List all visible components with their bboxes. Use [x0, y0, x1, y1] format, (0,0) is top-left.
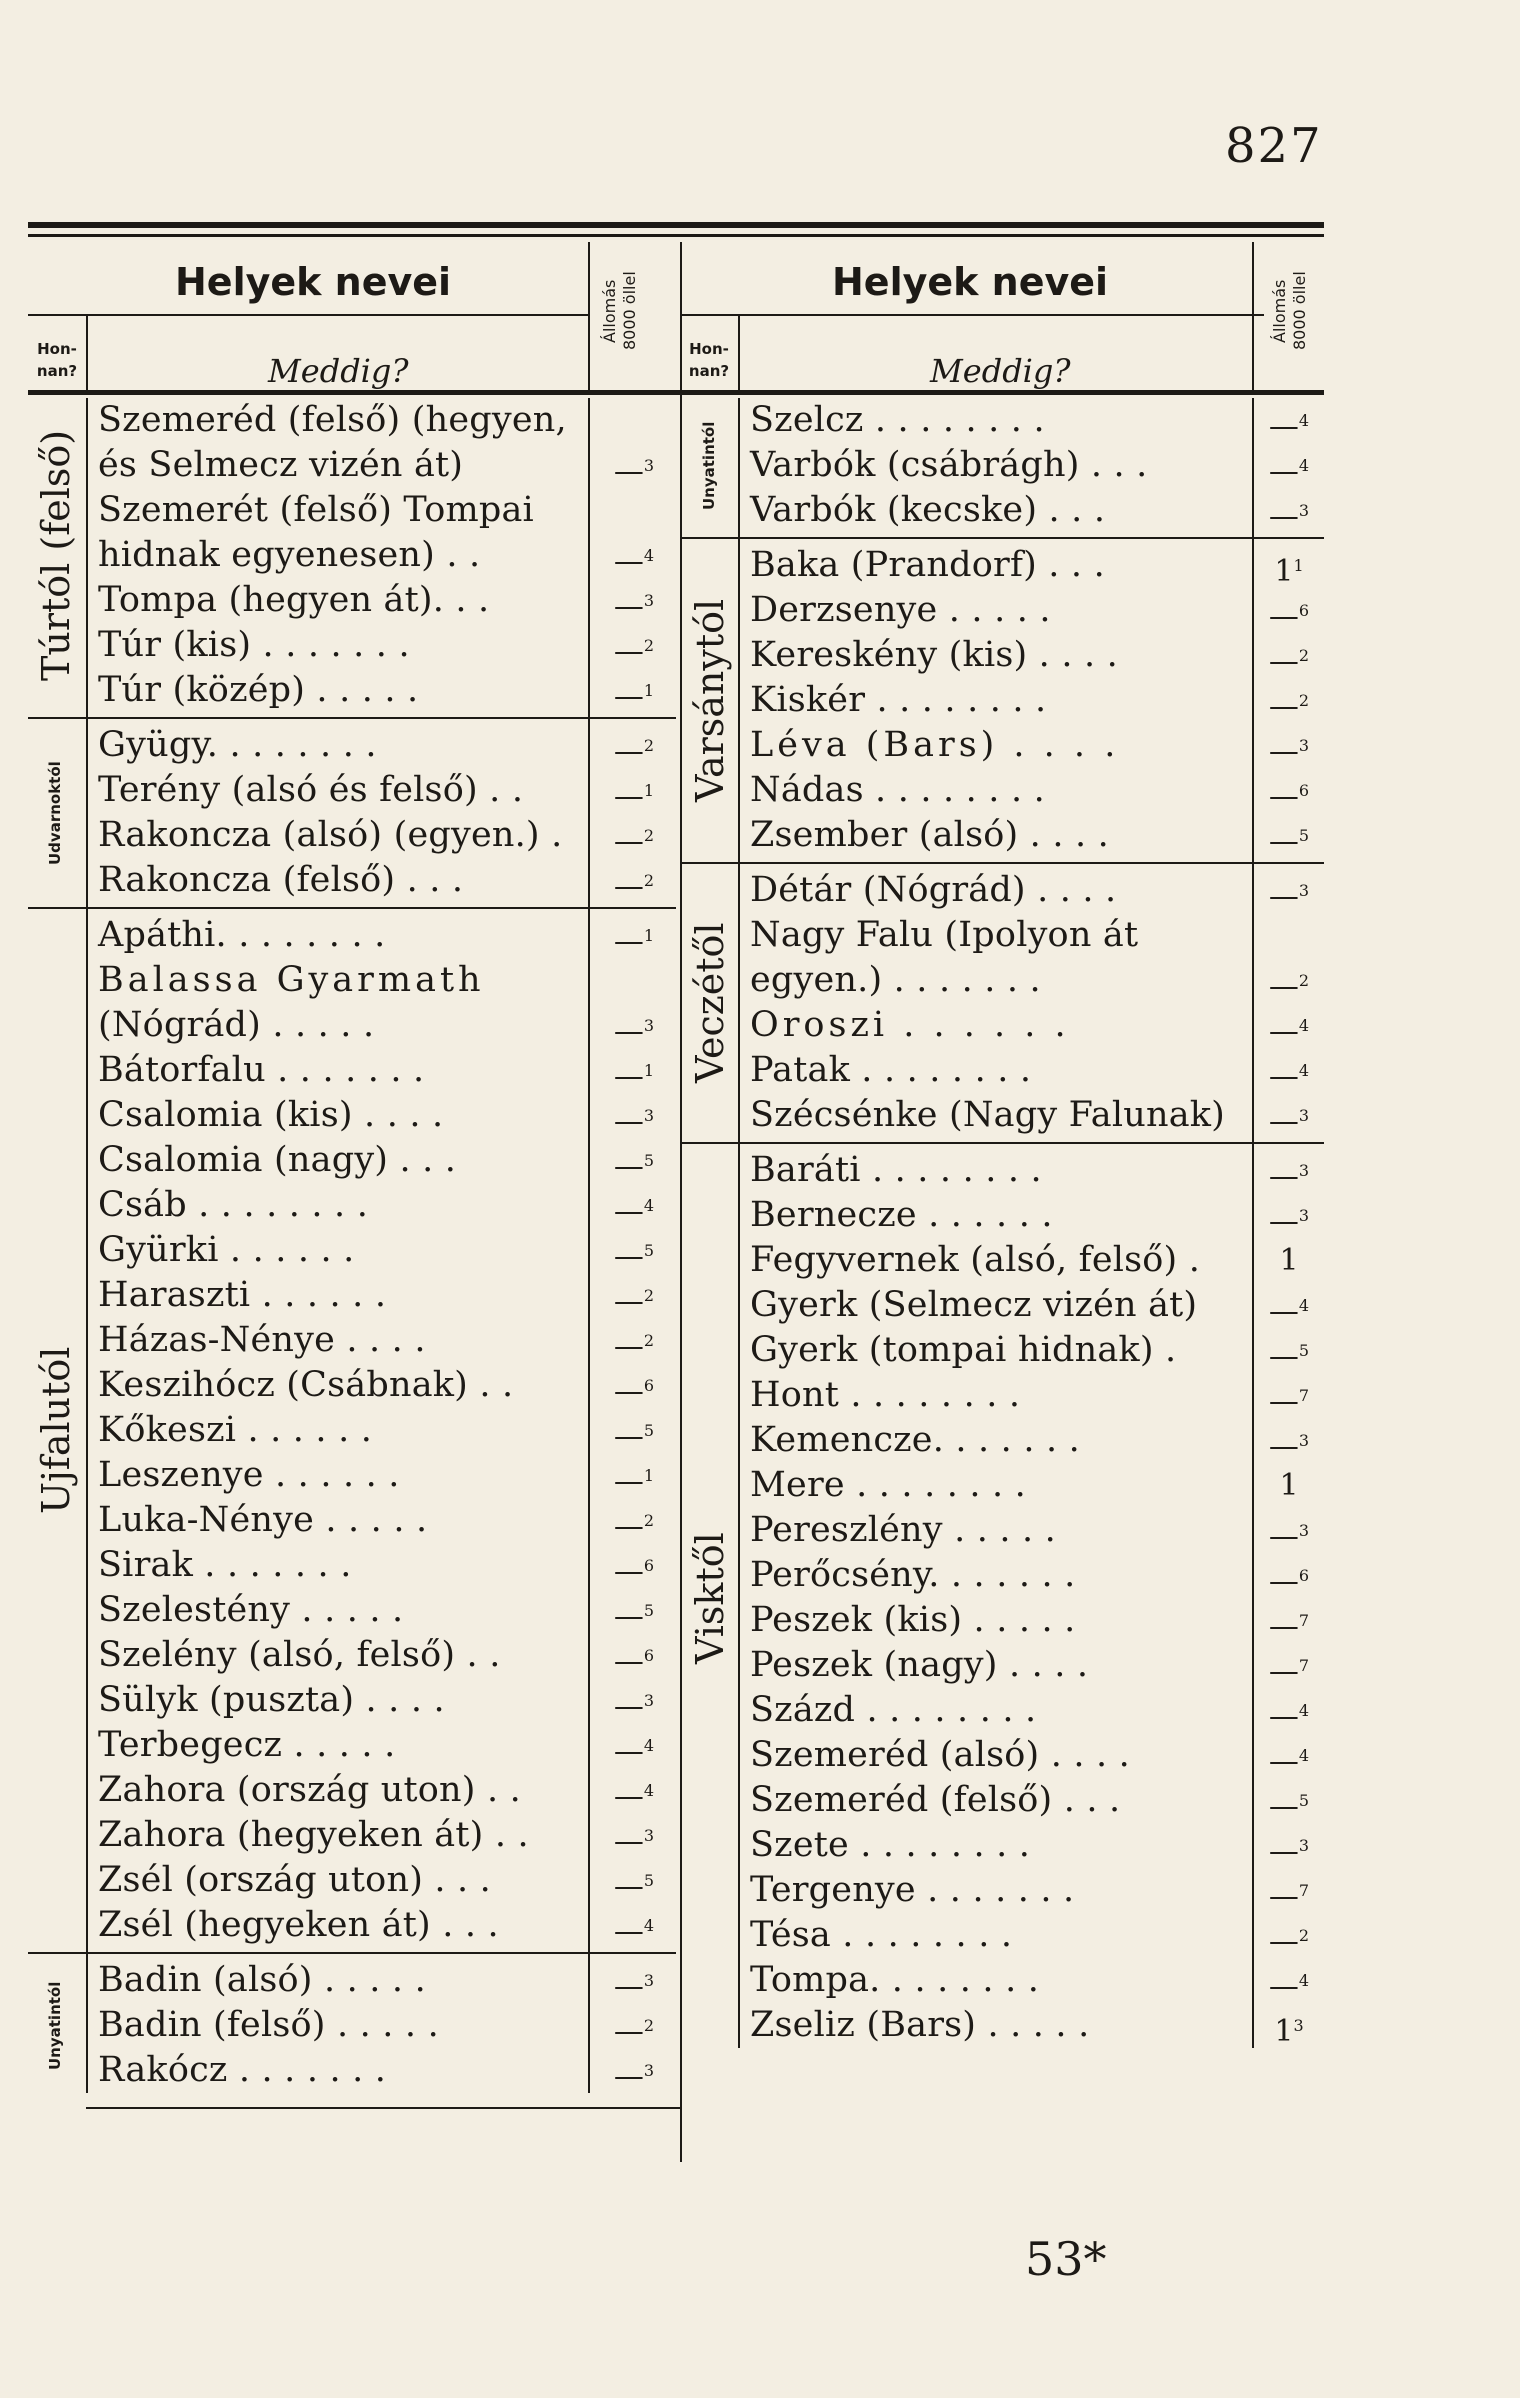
place-name: Patak . . . . . . . . — [750, 1050, 1032, 1090]
distance-value: —$^7$ — [1268, 1654, 1310, 1689]
distance-value: —$^5$ — [1268, 1339, 1310, 1374]
distance-value: —$^3$ — [1268, 1159, 1310, 1194]
distance-value: —$^7$ — [1268, 1609, 1310, 1644]
place-name: Szemerét (felső) Tompai — [98, 490, 534, 530]
distance-value: —$^6$ — [1268, 1564, 1310, 1599]
place-name: Tompa. . . . . . . . — [750, 1960, 1040, 2000]
place-name: Haraszti . . . . . . — [98, 1275, 387, 1315]
distance-value: —$^3$ — [1268, 734, 1310, 769]
distance-value: —$^3$ — [1268, 879, 1310, 914]
distance-value: —$^4$ — [1268, 1744, 1310, 1779]
place-name: Gyügy. . . . . . . . — [98, 725, 377, 765]
distance-value: 1 — [1279, 1243, 1299, 1278]
distance-value: —$^4$ — [1268, 1014, 1310, 1049]
place-name: Tésa . . . . . . . . — [750, 1915, 1013, 1955]
distance-value: —$^3$ — [613, 1104, 655, 1139]
distance-value: —$^3$ — [613, 1824, 655, 1859]
right-header-title: Helyek nevei — [832, 260, 1109, 304]
place-name: Túr (kis) . . . . . . . — [98, 625, 410, 665]
distance-value: —$^2$ — [1268, 969, 1310, 1004]
distance-value: —$^6$ — [1268, 599, 1310, 634]
distance-value: —$^2$ — [1268, 1924, 1310, 1959]
group-rule — [28, 907, 676, 909]
left-header-hon: Hon- nan? — [36, 340, 78, 380]
group-label: Túrtól (felső) — [34, 429, 78, 682]
distance-value: —$^2$ — [613, 824, 655, 859]
place-name: Sirak . . . . . . . — [98, 1545, 352, 1585]
place-name: Zsél (ország uton) . . . — [98, 1860, 491, 1900]
place-name: Szete . . . . . . . . — [750, 1825, 1031, 1865]
distance-value: —$^6$ — [613, 1374, 655, 1409]
distance-value: —$^2$ — [1268, 689, 1310, 724]
right-inner-divider — [738, 398, 740, 2048]
place-name: Tergenye . . . . . . . — [750, 1870, 1075, 1910]
place-name: Hont . . . . . . . . — [750, 1375, 1021, 1415]
left-header-split — [28, 314, 588, 316]
distance-value: —$^2$ — [613, 1284, 655, 1319]
distance-value: $1^3$ — [1274, 2014, 1304, 2049]
place-name: Szemeréd (alsó) . . . . — [750, 1735, 1131, 1775]
distance-value: —$^1$ — [613, 1059, 655, 1094]
place-name: Leszenye . . . . . . — [98, 1455, 400, 1495]
distance-value: —$^5$ — [613, 1419, 655, 1454]
group-rule — [28, 1952, 676, 1954]
distance-value: —$^3$ — [613, 589, 655, 624]
group-label: Udvarnoktól — [46, 761, 64, 865]
place-name: Léva (Bars) . . . . — [750, 725, 1120, 765]
place-name: és Selmecz vizén át) — [98, 445, 464, 485]
distance-value: —$^3$ — [1268, 1834, 1310, 1869]
place-name: Rakoncza (alsó) (egyen.) . — [98, 815, 563, 855]
place-name: Sülyk (puszta) . . . . — [98, 1680, 445, 1720]
place-name: Perőcsény. . . . . . . — [750, 1555, 1076, 1595]
group-rule — [680, 862, 1324, 864]
header-bottom-rule — [28, 390, 1324, 395]
right-hon-divider — [738, 314, 740, 390]
place-name: Derzsenye . . . . . — [750, 590, 1051, 630]
page-number: 827 — [1225, 118, 1323, 174]
place-name: Badin (felső) . . . . . — [98, 2005, 439, 2045]
right-value-divider — [1252, 398, 1254, 2048]
group-label: Visktől — [688, 1532, 732, 1664]
distance-value: —$^3$ — [1268, 1104, 1310, 1139]
place-name: Bátorfalu . . . . . . . — [98, 1050, 425, 1090]
distance-table — [28, 222, 1324, 2150]
place-name: Zseliz (Bars) . . . . . — [750, 2005, 1090, 2045]
place-name: Apáthi. . . . . . . . — [98, 915, 386, 955]
place-name: Balassa Gyarmath — [98, 960, 485, 1000]
place-name: Badin (alsó) . . . . . — [98, 1960, 426, 2000]
distance-value: $1^1$ — [1274, 554, 1304, 589]
place-name: Szécsénke (Nagy Falunak) — [750, 1095, 1226, 1135]
place-name: Zahora (ország uton) . . — [98, 1770, 521, 1810]
place-name: Gyürki . . . . . . — [98, 1230, 355, 1270]
distance-value: —$^4$ — [1268, 1059, 1310, 1094]
distance-value: —$^4$ — [613, 1194, 655, 1229]
right-header-hon: Hon- nan? — [688, 340, 730, 380]
place-name: Rakoncza (felső) . . . — [98, 860, 464, 900]
distance-value: —$^4$ — [613, 1734, 655, 1769]
place-name: Rakócz . . . . . . . — [98, 2050, 387, 2090]
place-name: Nádas . . . . . . . . — [750, 770, 1045, 810]
left-hon-divider — [86, 314, 88, 390]
place-name: Szemeréd (felső) . . . — [750, 1780, 1121, 1820]
place-name: Keszihócz (Csábnak) . . — [98, 1365, 514, 1405]
place-name: Százd . . . . . . . . — [750, 1690, 1037, 1730]
place-name: Gyerk (Selmecz vizén át) — [750, 1285, 1198, 1325]
distance-value: —$^4$ — [613, 544, 655, 579]
place-name: Terbegecz . . . . . — [98, 1725, 396, 1765]
distance-value: —$^3$ — [613, 2059, 655, 2094]
place-name: Zsember (alsó) . . . . — [750, 815, 1109, 855]
distance-value: —$^3$ — [613, 1014, 655, 1049]
distance-value: —$^1$ — [613, 679, 655, 714]
distance-value: —$^5$ — [613, 1149, 655, 1184]
group-label: Unyatintól — [700, 421, 718, 510]
header-rule-thick — [28, 222, 1324, 228]
distance-value: —$^2$ — [613, 1329, 655, 1364]
distance-value: —$^3$ — [1268, 1519, 1310, 1554]
distance-value: —$^2$ — [1268, 644, 1310, 679]
place-name: Mere . . . . . . . . — [750, 1465, 1027, 1505]
place-name: (Nógrád) . . . . . — [98, 1005, 375, 1045]
place-name: Zahora (hegyeken át) . . — [98, 1815, 529, 1855]
distance-value: —$^1$ — [613, 779, 655, 814]
distance-value: —$^6$ — [613, 1644, 655, 1679]
group-label: Unyatintól — [46, 1981, 64, 2070]
place-name: Kemencze. . . . . . . — [750, 1420, 1080, 1460]
distance-value: —$^4$ — [1268, 1699, 1310, 1734]
left-value-divider — [588, 398, 590, 2093]
place-name: Csáb . . . . . . . . — [98, 1185, 369, 1225]
distance-value: —$^4$ — [613, 1914, 655, 1949]
group-label: Varsánytól — [688, 598, 732, 803]
place-name: Varbók (csábrágh) . . . — [750, 445, 1148, 485]
place-name: Fegyvernek (alsó, felső) . — [750, 1240, 1201, 1280]
distance-value: —$^3$ — [1268, 1429, 1310, 1464]
right-header-allomas: Állomás 8000 öllel — [1270, 271, 1309, 351]
place-name: Házas-Nénye . . . . — [98, 1320, 426, 1360]
place-name: Csalomia (kis) . . . . — [98, 1095, 444, 1135]
distance-value: —$^5$ — [613, 1599, 655, 1634]
place-name: Oroszi . . . . . . — [750, 1005, 1070, 1045]
distance-value: —$^5$ — [613, 1869, 655, 1904]
distance-value: —$^5$ — [613, 1239, 655, 1274]
header-rule-thin — [28, 234, 1324, 237]
place-name: hidnak egyenesen) . . — [98, 535, 481, 575]
place-name: Kiskér . . . . . . . . — [750, 680, 1047, 720]
center-divider — [680, 242, 682, 2162]
distance-value: —$^6$ — [1268, 779, 1310, 814]
group-label: Veczétől — [688, 922, 732, 1084]
place-name: Tompa (hegyen át). . . — [98, 580, 490, 620]
place-name: Szelény (alsó, felső) . . — [98, 1635, 501, 1675]
place-name: Pereszlény . . . . . — [750, 1510, 1057, 1550]
place-name: Varbók (kecske) . . . — [750, 490, 1106, 530]
place-name: Gyerk (tompai hidnak) . — [750, 1330, 1177, 1370]
place-name: Szemeréd (felső) (hegyen, — [98, 400, 567, 440]
place-name: Kereskény (kis) . . . . — [750, 635, 1118, 675]
place-name: Kőkeszi . . . . . . — [98, 1410, 373, 1450]
distance-value: —$^2$ — [613, 2014, 655, 2049]
place-name: Peszek (nagy) . . . . — [750, 1645, 1089, 1685]
left-header-title: Helyek nevei — [175, 260, 452, 304]
distance-value: —$^2$ — [613, 1509, 655, 1544]
distance-value: —$^3$ — [1268, 1204, 1310, 1239]
place-name: Détár (Nógrád) . . . . — [750, 870, 1117, 910]
right-header-meddig: Meddig? — [930, 352, 1071, 390]
place-name: Luka-Nénye . . . . . — [98, 1500, 428, 1540]
group-rule — [680, 537, 1324, 539]
distance-value: —$^4$ — [613, 1779, 655, 1814]
place-name: Bernecze . . . . . . — [750, 1195, 1053, 1235]
left-header-allomas: Állomás 8000 öllel — [600, 271, 639, 351]
distance-value: —$^7$ — [1268, 1384, 1310, 1419]
distance-value: —$^6$ — [613, 1554, 655, 1589]
left-header-meddig: Meddig? — [268, 352, 409, 390]
distance-value: —$^4$ — [1268, 409, 1310, 444]
place-name: Szelcz . . . . . . . . — [750, 400, 1045, 440]
distance-value: —$^5$ — [1268, 824, 1310, 859]
place-name: Zsél (hegyeken át) . . . — [98, 1905, 499, 1945]
place-name: Baka (Prandorf) . . . — [750, 545, 1105, 585]
distance-value: 1 — [1279, 1468, 1299, 1503]
place-name: Terény (alsó és felső) . . — [98, 770, 524, 810]
distance-value: —$^3$ — [613, 454, 655, 489]
place-name: Túr (közép) . . . . . — [98, 670, 419, 710]
group-rule — [28, 717, 676, 719]
place-name: Nagy Falu (Ipolyon át — [750, 915, 1139, 955]
distance-value: —$^4$ — [1268, 1969, 1310, 2004]
distance-value: —$^5$ — [1268, 1789, 1310, 1824]
distance-value: —$^1$ — [613, 924, 655, 959]
distance-value: —$^7$ — [1268, 1879, 1310, 1914]
place-name: egyen.) . . . . . . . — [750, 960, 1041, 1000]
right-header-split — [680, 314, 1264, 316]
distance-value: —$^2$ — [613, 869, 655, 904]
distance-value: —$^3$ — [613, 1689, 655, 1724]
place-name: Peszek (kis) . . . . . — [750, 1600, 1076, 1640]
distance-value: —$^3$ — [613, 1969, 655, 2004]
distance-value: —$^2$ — [613, 734, 655, 769]
place-name: Szelestény . . . . . — [98, 1590, 404, 1630]
distance-value: —$^2$ — [613, 634, 655, 669]
distance-value: —$^4$ — [1268, 1294, 1310, 1329]
place-name: Baráti . . . . . . . . — [750, 1150, 1042, 1190]
distance-value: —$^4$ — [1268, 454, 1310, 489]
left-inner-divider — [86, 398, 88, 2093]
group-rule — [680, 1142, 1324, 1144]
left-allomas-divider — [588, 242, 590, 390]
group-label: Ujfalutól — [34, 1346, 78, 1515]
right-allomas-divider — [1252, 242, 1254, 390]
distance-value: —$^3$ — [1268, 499, 1310, 534]
place-name: Csalomia (nagy) . . . — [98, 1140, 457, 1180]
signature-mark: 53* — [1025, 2232, 1107, 2286]
distance-value: —$^1$ — [613, 1464, 655, 1499]
left-bottom-rule — [86, 2107, 680, 2109]
